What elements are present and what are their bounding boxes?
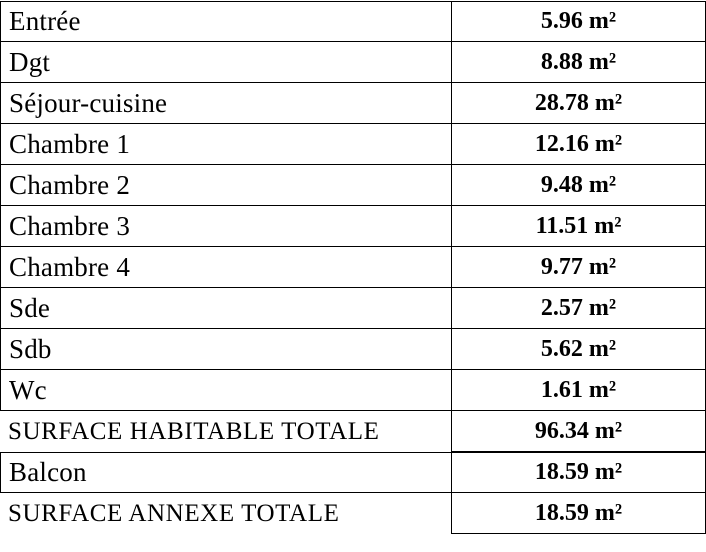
table-row-chambre-2 [0, 165, 706, 206]
room-area: 11.51 m² [451, 206, 706, 247]
room-area: 5.96 m² [451, 1, 706, 42]
room-label: Dgt [0, 42, 451, 83]
habitable-total-row [0, 411, 706, 452]
table-row-sde [0, 288, 706, 329]
annex-total-value: 18.59 m² [451, 493, 706, 534]
room-area: 9.77 m² [451, 247, 706, 288]
annex-area: 18.59 m² [451, 452, 706, 493]
room-area: 2.57 m² [451, 288, 706, 329]
annex-total-label: SURFACE ANNEXE TOTALE [8, 499, 340, 527]
room-label: Sde [0, 288, 451, 329]
room-area: 9.48 m² [451, 165, 706, 206]
annex-label: Balcon [0, 452, 451, 493]
table-row-balcon [0, 452, 706, 493]
room-area: 12.16 m² [451, 124, 706, 165]
room-area: 28.78 m² [451, 83, 706, 124]
room-label: Chambre 1 [0, 124, 451, 165]
table-row-chambre-1 [0, 124, 706, 165]
room-label: Wc [0, 370, 451, 411]
room-label: Chambre 3 [0, 206, 451, 247]
room-label: Chambre 4 [0, 247, 451, 288]
table-row-sdb [0, 329, 706, 370]
room-area: 5.62 m² [451, 329, 706, 370]
table-row-wc [0, 370, 706, 411]
room-label: Séjour-cuisine [0, 83, 451, 124]
annex-total-row [0, 493, 706, 534]
table-row-chambre-4 [0, 247, 706, 288]
table-row-chambre-3 [0, 206, 706, 247]
room-label: Entrée [0, 1, 451, 42]
room-area: 8.88 m² [451, 42, 706, 83]
table-row-sejour-cuisine [0, 83, 706, 124]
table-row-dgt [0, 42, 706, 83]
habitable-total-label: SURFACE HABITABLE TOTALE [8, 417, 380, 445]
habitable-total-value: 96.34 m² [451, 411, 706, 452]
room-label: Chambre 2 [0, 165, 451, 206]
room-area: 1.61 m² [451, 370, 706, 411]
table-row-entree [0, 1, 706, 42]
room-label: Sdb [0, 329, 451, 370]
